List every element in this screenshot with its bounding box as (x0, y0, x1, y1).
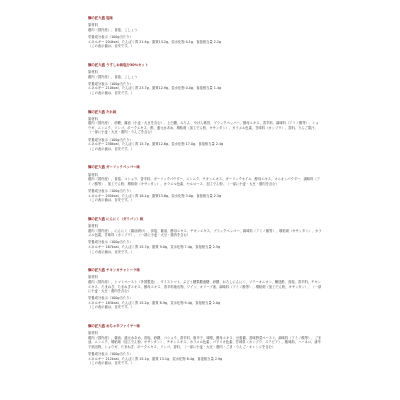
product-title: 麺の匠大盛 塩味 (88, 16, 113, 20)
nutrition-label: 栄養成分表示（100g当たり） (88, 296, 133, 301)
product-title: 麺の匠大盛 たれ味 (88, 109, 117, 114)
ingredients-text: 鶏肉（国内産）、醤油、還元水あめ、食塩、砂糖、コショウ、香辛料、唐辛子、味噌、酵母エキス、豆板醤、香味野菜ペースト、調味料（アミノ酸等）、ごま油、ニンニク、増粘剤（加工でん粉、キサンタン）、チキンエキス、カラメル色素、パプリカ色素、甘味料（カンゾウ、ステビア）、酸味料、ハバネロ、唐辛子抽出物、ショウガ、たまねぎ、ポークエキス、リンゴ、香料、（一部に小麦・大豆・鶏肉・ごま・りんご・オレンジを含む） (88, 335, 322, 350)
product-title: 麺の匠大盛 チキンカチャトーラ味 (88, 268, 140, 273)
ingredients-label: 原材料 (88, 116, 98, 121)
product-title: 麺の匠大盛 うすしお味塩分30%カット (88, 62, 149, 67)
product-title: 麺の匠大盛 にんにく（ガリバン）味 (88, 216, 144, 221)
product-title: 麺の匠大盛 ガーリックペッパー味 (88, 165, 140, 170)
ingredients-label: 原材料 (88, 69, 98, 74)
nutrition-values: エネルギー 183kcal、たんぱく質 15.2g、脂質 8.9g、炭水化物 9.4g、食塩相当量 2.0g (88, 300, 221, 305)
nutrition-note: （この表示値は、目安です。） (88, 198, 134, 203)
nutrition-values: エネルギー 238kcal、たんぱく質 15.7g、脂質12.6g、炭水化物 17.0g、食塩相当量 2.4g (88, 142, 224, 147)
nutrition-label: 栄養成分表示（100g当たり） (88, 34, 133, 39)
product-info-document (88, 16, 322, 380)
ingredients-text: 鶏肉（国内産）、食塩、こしょう (88, 27, 138, 32)
product-section (88, 268, 322, 310)
nutrition-note: （この表示値は、目安です。） (88, 90, 134, 95)
nutrition-note: （この表示値は、目安です。） (88, 44, 134, 49)
nutrition-label: 栄養成分表示（100g当たり） (88, 137, 133, 142)
ingredients-text: 鶏肉（国内産）、にんにく（醤油漬け）、食塩、醤油、酵母エキス、チキンエキス、ブラックペッパー、調味料（アミノ酸等）、増粘剤（キサンタン）、カラメル色素、甘味料（カンゾウ）、（一部に小麦・大豆・鶏肉を含む） (88, 228, 322, 238)
product-section (88, 165, 322, 202)
product-section (88, 63, 322, 96)
nutrition-note: （この表示値は、目安です。） (88, 305, 134, 310)
ingredients-label: 原材料 (88, 331, 98, 336)
nutrition-values: エネルギー 212kcal、たんぱく質 15.1g、脂質 13.1g、炭水化物 8.4g、食塩相当量 2.9g (88, 356, 223, 361)
nutrition-label: 栄養成分表示（100g当たり） (88, 240, 133, 245)
nutrition-label: 栄養成分表示（100g当たり） (88, 81, 133, 86)
product-section (88, 324, 322, 366)
ingredients-label: 原材料 (88, 223, 98, 228)
nutrition-values: エネルギー 210kcal、たんぱく質 23.7g、脂質12.9g、炭水化物 0.0g、食塩相当量 1.4g (88, 86, 222, 91)
nutrition-label: 栄養成分表示（100g当たり） (88, 189, 133, 193)
nutrition-note: （この表示値は、目安です。） (88, 361, 134, 366)
nutrition-values: エネルギー 205kcal、たんぱく質 18.1g、脂質13.6g、炭水化物 3.0g、食塩相当量 2.3g (88, 193, 222, 198)
nutrition-label: 栄養成分表示（100g当たり） (88, 352, 133, 357)
ingredients-text: 鶏肉（国内産）、食塩、コショウ、香辛料、ガーリックパウダー、ニンニク、チキンエキス、ガーリックオイル、酵母エキス、オニオンパウダー、調味料（アミノ酸等）、加工でん粉、増粘剤（キサンタン）、カラメル色素、セルロース、加工でん粉、（一部に小麦・大豆・鶏肉を含む） (88, 177, 321, 186)
ingredients-text: 鶏肉（国内産）、トマトペースト（外国製造）、ダイストマト、ぶどう糖果糖液糖、砂糖、おろしにんにく、ソテーオニオン、醸造酢、食塩、香辛料、チキンエキス、たまねぎ、たまねぎエキス、酵母エキス、香辛料抽出物、ワイン、オリーブ油、調味料（アミノ酸等）、増粘剤（加工でん粉、キサンタン）、（一部に小麦・大豆・鶏肉を含む） (88, 279, 322, 294)
ingredients-label: 原材料 (88, 23, 98, 28)
product-section (88, 217, 322, 254)
ingredients-text: 鶏肉（国内産）、砂糖、醤油（小麦・大豆を含む）、上白糖、みりん、やげん軟骨、ブラックペッパー、酵母エキス、香辛料、調味料（アミノ酸等）、ショウガ、ニンニク、リンゴ、ポークエキス、酢、還元水あめ、増粘剤（加工でん粉、キサンタン）、カラメル色素、甘味料（カンゾウ）、香料、りんご果汁、（一部に小麦・大豆・鶏肉・りんごを含む） (88, 121, 319, 135)
nutrition-values: エネルギー 167kcal、たんぱく質 15.7g、脂質 9.0g、炭水化物 7.4g、食塩相当量 2.5g (88, 244, 221, 249)
product-section (88, 110, 322, 152)
product-section (88, 16, 322, 49)
nutrition-note: （この表示値は、目安です。） (88, 249, 134, 254)
ingredients-text: 鶏肉（国内産）、食塩、こしょう (88, 74, 138, 79)
product-title: 麺の匠大盛 めちゃ辛ファイヤー味 (88, 324, 140, 329)
ingredients-label: 原材料 (88, 275, 98, 280)
ingredients-label: 原材料 (88, 172, 98, 177)
nutrition-values: エネルギー 204kcal、たんぱく質 21.4g、脂質13.2g、炭水化物 0.1g、食塩相当量 2.2g (88, 39, 222, 44)
nutrition-note: （この表示値は、目安です。） (88, 146, 134, 151)
